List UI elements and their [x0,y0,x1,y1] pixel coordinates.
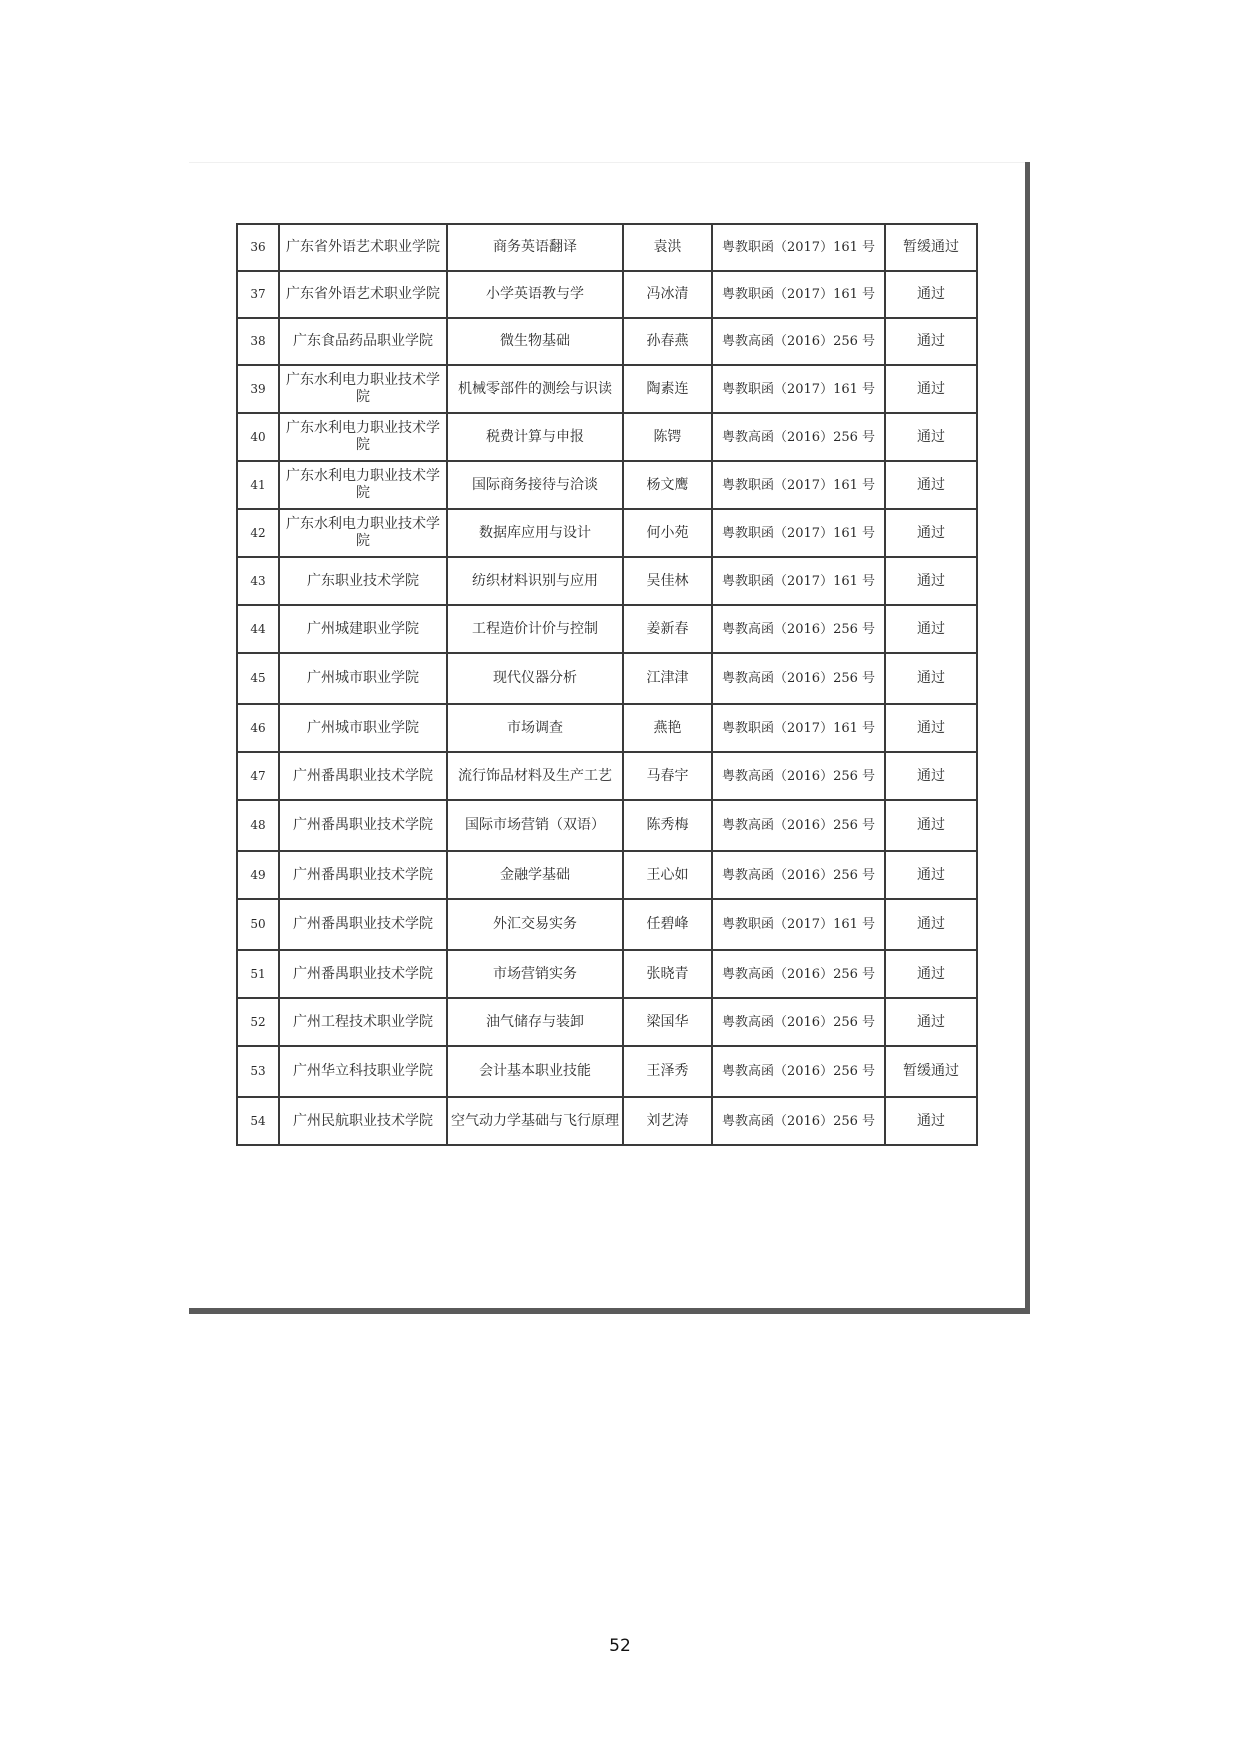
approval-document: 粤教职函（2017）161 号 [712,271,885,318]
school-name: 广东省外语艺术职业学院 [279,271,447,318]
review-result: 通过 [885,752,977,800]
instructor-name: 燕艳 [623,704,712,752]
instructor-name: 张晓青 [623,950,712,998]
row-number: 45 [237,653,279,704]
table-row [237,461,977,509]
row-number: 36 [237,224,279,271]
school-name: 广东职业技术学院 [279,557,447,605]
review-result: 暂缓通过 [885,224,977,271]
school-name: 广州番禺职业技术学院 [279,851,447,899]
row-number: 44 [237,605,279,653]
row-number: 50 [237,899,279,950]
table-row [237,1046,977,1097]
row-number: 47 [237,752,279,800]
approval-document: 粤教职函（2017）161 号 [712,461,885,509]
instructor-name: 杨文鹰 [623,461,712,509]
approval-document: 粤教职函（2017）161 号 [712,899,885,950]
table-row [237,271,977,318]
row-number: 40 [237,413,279,461]
table-row [237,800,977,851]
instructor-name: 梁国华 [623,998,712,1046]
school-name: 广东食品药品职业学院 [279,318,447,365]
instructor-name: 任碧峰 [623,899,712,950]
table-row [237,365,977,413]
school-name: 广东水利电力职业技术学院 [279,365,447,413]
school-name: 广州城建职业学院 [279,605,447,653]
instructor-name: 冯冰清 [623,271,712,318]
course-name: 现代仪器分析 [447,653,623,704]
review-result: 通过 [885,998,977,1046]
table-row [237,998,977,1046]
school-name: 广州华立科技职业学院 [279,1046,447,1097]
table-row [237,557,977,605]
approval-document: 粤教高函（2016）256 号 [712,1097,885,1145]
instructor-name: 吴佳林 [623,557,712,605]
table-row [237,752,977,800]
course-name: 数据库应用与设计 [447,509,623,557]
review-result: 通过 [885,461,977,509]
school-name: 广州城市职业学院 [279,653,447,704]
approval-document: 粤教职函（2017）161 号 [712,557,885,605]
table-row [237,318,977,365]
row-number: 46 [237,704,279,752]
instructor-name: 何小苑 [623,509,712,557]
course-name: 会计基本职业技能 [447,1046,623,1097]
school-name: 广州番禺职业技术学院 [279,950,447,998]
row-number: 38 [237,318,279,365]
row-number: 54 [237,1097,279,1145]
school-name: 广东省外语艺术职业学院 [279,224,447,271]
instructor-name: 孙春燕 [623,318,712,365]
review-result: 通过 [885,605,977,653]
page-shadow-bottom [189,1308,1030,1314]
table-row [237,899,977,950]
table-row [237,413,977,461]
approval-document: 粤教高函（2016）256 号 [712,318,885,365]
instructor-name: 王心如 [623,851,712,899]
course-name: 小学英语教与学 [447,271,623,318]
approval-document: 粤教职函（2017）161 号 [712,224,885,271]
approval-document: 粤教高函（2016）256 号 [712,950,885,998]
course-name: 外汇交易实务 [447,899,623,950]
row-number: 53 [237,1046,279,1097]
table-row [237,224,977,271]
page-shadow-right [1025,162,1030,1314]
approval-document: 粤教高函（2016）256 号 [712,998,885,1046]
row-number: 43 [237,557,279,605]
table-row [237,851,977,899]
row-number: 51 [237,950,279,998]
school-name: 广东水利电力职业技术学院 [279,509,447,557]
instructor-name: 刘艺涛 [623,1097,712,1145]
row-number: 39 [237,365,279,413]
review-result: 通过 [885,318,977,365]
course-name: 纺织材料识别与应用 [447,557,623,605]
approval-document: 粤教高函（2016）256 号 [712,851,885,899]
review-result: 通过 [885,557,977,605]
school-name: 广州番禺职业技术学院 [279,899,447,950]
school-name: 广州工程技术职业学院 [279,998,447,1046]
school-name: 广州番禺职业技术学院 [279,800,447,851]
instructor-name: 王泽秀 [623,1046,712,1097]
course-name: 金融学基础 [447,851,623,899]
table-row [237,704,977,752]
review-result: 通过 [885,899,977,950]
review-result: 通过 [885,851,977,899]
approval-document: 粤教高函（2016）256 号 [712,752,885,800]
review-result: 通过 [885,800,977,851]
course-name: 工程造价计价与控制 [447,605,623,653]
row-number: 42 [237,509,279,557]
school-name: 广州番禺职业技术学院 [279,752,447,800]
course-name: 油气储存与装卸 [447,998,623,1046]
instructor-name: 陈锷 [623,413,712,461]
review-result: 通过 [885,271,977,318]
course-name: 商务英语翻译 [447,224,623,271]
approval-document: 粤教高函（2016）256 号 [712,605,885,653]
instructor-name: 江津津 [623,653,712,704]
row-number: 41 [237,461,279,509]
instructor-name: 袁洪 [623,224,712,271]
review-result: 通过 [885,950,977,998]
course-name: 空气动力学基础与飞行原理 [447,1097,623,1145]
course-approval-table [236,223,978,1146]
school-name: 广州民航职业技术学院 [279,1097,447,1145]
table-row [237,1097,977,1145]
table-row [237,653,977,704]
approval-document: 粤教高函（2016）256 号 [712,1046,885,1097]
school-name: 广东水利电力职业技术学院 [279,461,447,509]
table-row [237,509,977,557]
instructor-name: 马春宇 [623,752,712,800]
approval-document: 粤教高函（2016）256 号 [712,413,885,461]
page-number: 52 [609,1636,631,1656]
course-name: 市场调查 [447,704,623,752]
approval-document: 粤教职函（2017）161 号 [712,704,885,752]
review-result: 通过 [885,1097,977,1145]
row-number: 49 [237,851,279,899]
approval-document: 粤教职函（2017）161 号 [712,365,885,413]
row-number: 48 [237,800,279,851]
instructor-name: 陈秀梅 [623,800,712,851]
review-result: 通过 [885,413,977,461]
course-name: 税费计算与申报 [447,413,623,461]
review-result: 通过 [885,653,977,704]
review-result: 通过 [885,704,977,752]
instructor-name: 陶素连 [623,365,712,413]
school-name: 广东水利电力职业技术学院 [279,413,447,461]
course-name: 微生物基础 [447,318,623,365]
table-row [237,950,977,998]
table-row [237,605,977,653]
course-name: 机械零部件的测绘与识读 [447,365,623,413]
course-name: 市场营销实务 [447,950,623,998]
school-name: 广州城市职业学院 [279,704,447,752]
review-result: 通过 [885,365,977,413]
approval-document: 粤教高函（2016）256 号 [712,800,885,851]
instructor-name: 姜新春 [623,605,712,653]
row-number: 37 [237,271,279,318]
course-name: 流行饰品材料及生产工艺 [447,752,623,800]
course-name: 国际市场营销（双语） [447,800,623,851]
approval-document: 粤教职函（2017）161 号 [712,509,885,557]
row-number: 52 [237,998,279,1046]
review-result: 通过 [885,509,977,557]
course-name: 国际商务接待与洽谈 [447,461,623,509]
approval-document: 粤教高函（2016）256 号 [712,653,885,704]
review-result: 暂缓通过 [885,1046,977,1097]
